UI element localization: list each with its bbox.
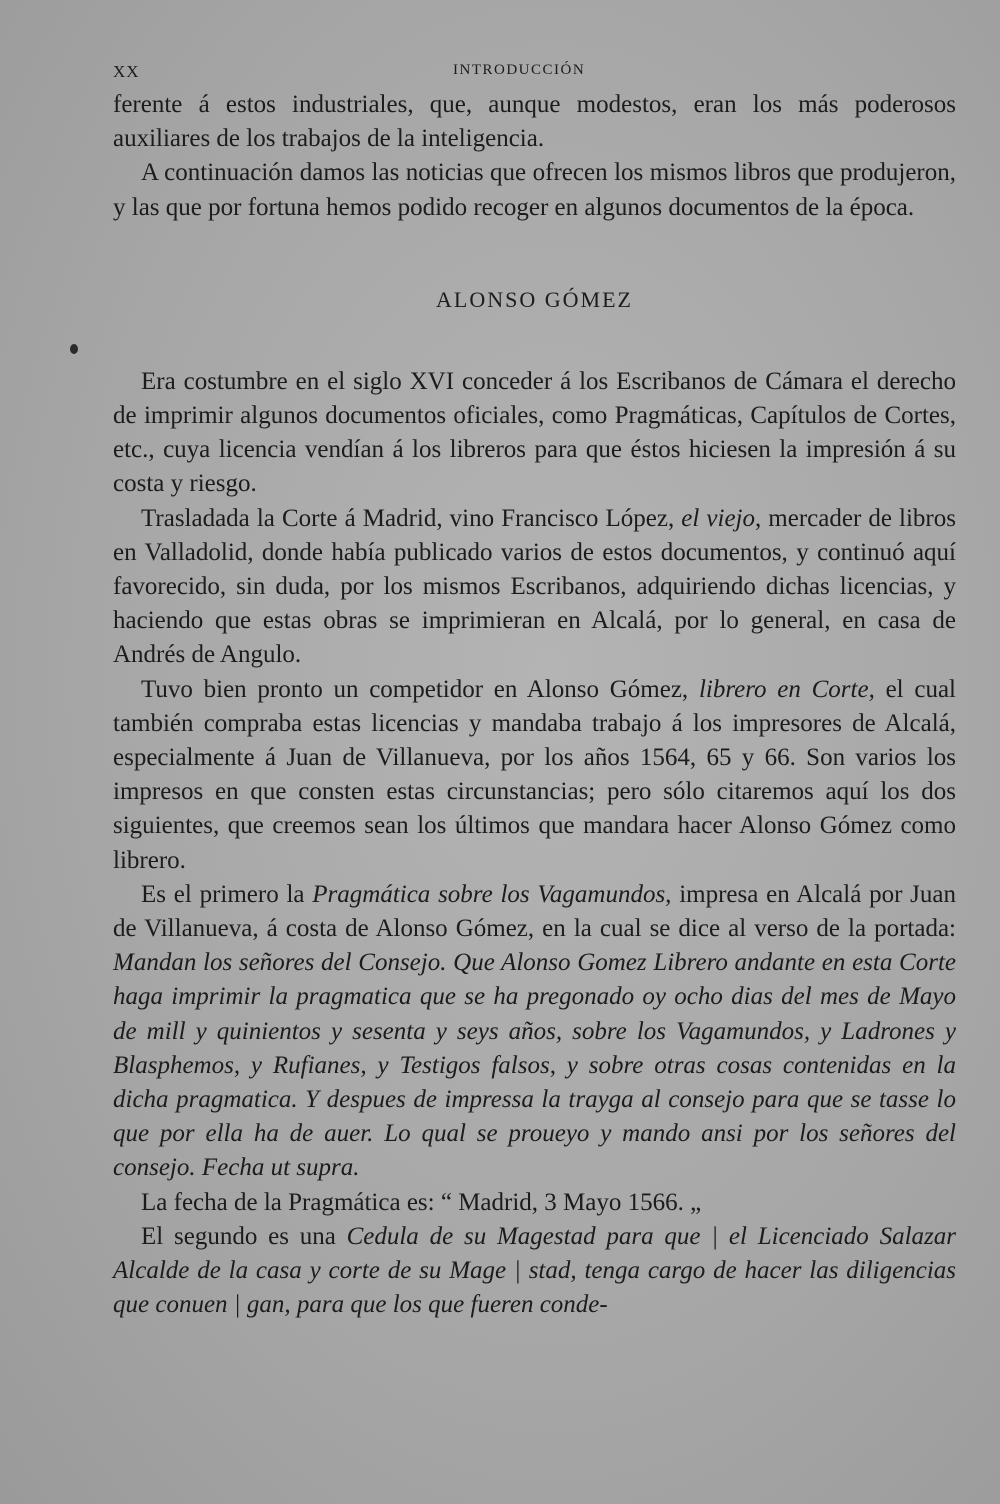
section-paragraph-6 xyxy=(113,1220,956,1323)
section-paragraph-1: Era costumbre en el siglo XVI conceder á los Escribanos de Cámara el derecho de imprimir algunos documentos oficiales, como Pragmáticas, Capítulos de Cortes, etc., cuya licencia vendían á los libreros para que éstos hiciesen la impresión á su costa y riesgo. xyxy=(113,367,956,498)
paragraph-2-italic: el viejo xyxy=(681,504,755,532)
section-paragraph-4 xyxy=(113,878,956,1186)
section-paragraph-5: La fecha de la Pragmática es: “ Madrid, 3 Mayo 1566. „ xyxy=(141,1188,702,1216)
page-number: XX xyxy=(113,62,140,81)
paragraph-3-text-b: el cual también compraba estas licencias y mandaba trabajo á los impresores de Alcalá, especialmente á Juan de Villanueva, por los años 1564, 65 y 66. Son varios los impresos en que consten estas circunstancias; pero sólo citaremos aquí los dos siguientes, que creemos sean los últimos que mandara hacer Alonso Gómez como librero. xyxy=(113,675,957,874)
paragraph-4-italic-title: Pragmática sobre los Vagamundos, xyxy=(312,880,672,908)
section-paragraph-2 xyxy=(113,502,956,673)
paragraph-6-text-a: El segundo es una xyxy=(141,1222,347,1250)
section-heading: ALONSO GÓMEZ xyxy=(436,286,633,312)
paragraph-4-quote: Mandan los señores del Consejo. Que Alonso Gomez Librero andante en esta Corte haga imprimir la pragmatica que se ha pregonado oy ocho dias del mes de Mayo de mill y quinientos y sesenta y seys años, sobre los Vagamundos, y Ladrones y Blasphemos, y Rufianes, y Testigos falsos, y sobre otras cosas contenidas en la dicha pragmatica. Y despues de impressa la trayga al consejo para que se tasse lo que por ella ha de auer. Lo qual se proueyo y mando ansi por los señores del consejo. Fecha ut supra. xyxy=(113,949,956,1182)
ink-spot xyxy=(70,344,78,354)
paragraph-3-italic: librero en Corte, xyxy=(698,675,875,703)
paragraph-2-text-a: Trasladada la Corte á Madrid, vino Francisco López, xyxy=(141,504,682,532)
paragraph-4-text-b: impresa en Alcalá por Juan de Villanueva, á costa de Alonso Gómez, en la cual se dice al verso de la portada: xyxy=(113,880,956,943)
running-title: INTRODUCCIÓN xyxy=(453,62,586,78)
paragraph-2-text-b: , mercader de libros en Valladolid, donde había publicado varios de estos documentos, y continuó aquí favorecido, sin duda, por los mismos Escribanos, adquiriendo dichas licencias, y haciendo que estas obras se imprimieran en Alcalá, por lo general, en casa de Andrés de Angulo. xyxy=(113,504,956,669)
section-paragraph-3 xyxy=(113,673,956,878)
paragraph-4-text-a: Es el primero la xyxy=(141,880,313,908)
intro-paragraph-2: A continuación damos las noticias que ofrecen los mismos libros que produjeron, y las que por fortuna hemos podido recoger en algunos documentos de la época. xyxy=(113,159,956,221)
running-head xyxy=(113,58,956,88)
paragraph-3-text-a: Tuvo bien pronto un competidor en Alonso Gómez, xyxy=(141,675,699,703)
paragraph-6-italic: Cedula de su Magestad para que | el Licenciado Salazar Alcalde de la casa y corte de su Mage | stad, tenga cargo de hacer las diligencias que conuen | gan, para que los que fueren conde- xyxy=(113,1222,956,1319)
book-page xyxy=(113,58,956,1323)
intro-paragraph-1: ferente á estos industriales, que, aunque modestos, eran los más poderosos auxiliares de los trabajos de la inteligencia. xyxy=(113,91,956,153)
